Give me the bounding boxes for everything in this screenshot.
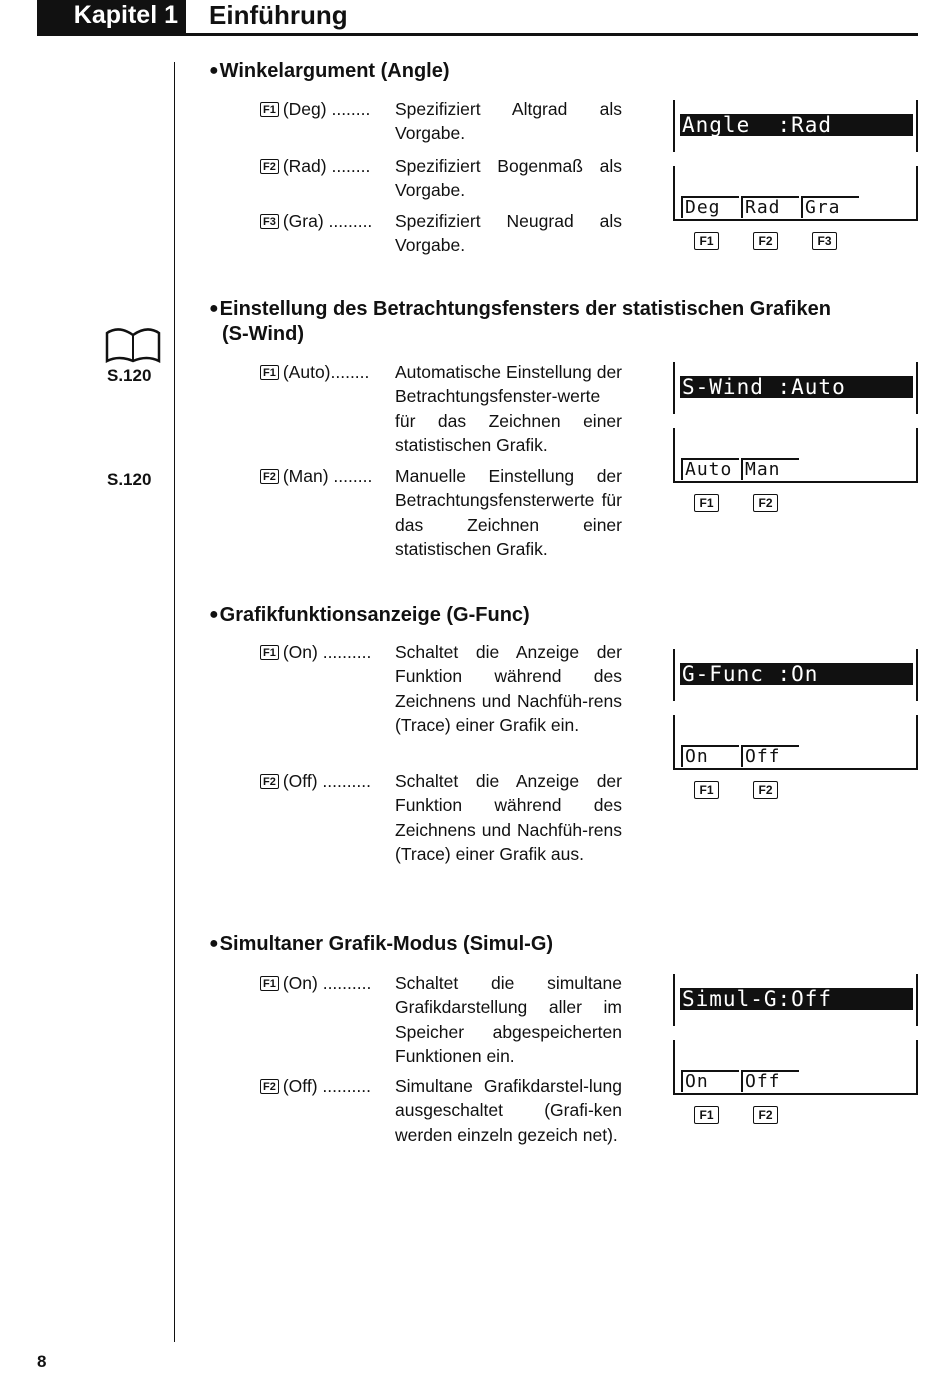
f1-key-icon[interactable]: F1 xyxy=(694,1106,719,1124)
f2-key-icon[interactable]: F2 xyxy=(753,232,778,250)
f2-key-icon: F2 xyxy=(260,1079,279,1094)
option-label: (Gra) ......... xyxy=(282,211,373,231)
section-title: Einstellung des Betrachtungsfensters der statistischen Grafiken xyxy=(219,298,831,320)
option-item xyxy=(260,360,622,458)
f2-key-icon[interactable]: F2 xyxy=(753,1106,778,1124)
f3-key-icon[interactable]: F3 xyxy=(812,232,837,250)
page-title: Einführung xyxy=(209,0,348,30)
option-item xyxy=(260,971,622,1069)
menu-tab-off[interactable]: Off xyxy=(741,745,799,767)
option-item xyxy=(260,1074,622,1147)
option-label: (Off) .......... xyxy=(282,1076,372,1096)
option-label: (Rad) ........ xyxy=(282,156,371,176)
screen-setting-bar: Angle :Rad xyxy=(680,114,913,136)
option-description: Spezifiziert Bogenmaß als Vorgabe. xyxy=(395,156,622,201)
option-description: Spezifiziert Neugrad als Vorgabe. xyxy=(395,211,622,256)
f3-key-icon: F3 xyxy=(260,214,279,229)
option-item xyxy=(260,154,622,203)
f2-key-icon[interactable]: F2 xyxy=(753,781,778,799)
option-description: Automatische Einstellung der Betrachtungsfenster-werte für das Zeichnen einer statistischen Grafik. xyxy=(395,362,622,456)
section-title: Winkelargument (Angle) xyxy=(219,60,450,82)
option-label: (On) .......... xyxy=(282,642,372,662)
screen-setting-bar: Simul-G:Off xyxy=(680,988,913,1010)
f1-key-icon: F1 xyxy=(260,645,279,660)
f2-key-icon: F2 xyxy=(260,469,279,484)
section-heading-s-wind xyxy=(209,296,909,347)
f1-key-icon: F1 xyxy=(260,976,279,991)
option-description: Schaltet die Anzeige der Funktion während des Zeichnens und Nachfüh-rens (Trace) einer Grafik aus. xyxy=(395,771,622,865)
menu-tab-off[interactable]: Off xyxy=(741,1070,799,1092)
bullet: ● xyxy=(209,606,219,623)
page-number: 8 xyxy=(37,1352,47,1371)
option-label: (Deg) ........ xyxy=(282,99,371,119)
margin-ref: S.120 xyxy=(107,470,152,489)
option-label: (Off) .......... xyxy=(282,771,372,791)
section-heading-g-func xyxy=(209,602,909,628)
option-item xyxy=(260,97,622,146)
menu-tab-deg[interactable]: Deg xyxy=(681,196,739,218)
option-description: Manuelle Einstellung der Betrachtungsfensterwerte für das Zeichnen einer statistischen Grafik. xyxy=(395,466,622,560)
section-title: Simultaner Grafik-Modus (Simul-G) xyxy=(219,933,554,955)
f2-key-icon: F2 xyxy=(260,774,279,789)
book-reference-icon xyxy=(105,327,161,363)
menu-tab-on[interactable]: On xyxy=(681,745,739,767)
section-heading-simul-g xyxy=(209,931,909,957)
menu-tab-man[interactable]: Man xyxy=(741,458,799,480)
option-label: (Man) ........ xyxy=(282,466,373,486)
bullet: ● xyxy=(209,300,219,317)
menu-tab-on[interactable]: On xyxy=(681,1070,739,1092)
margin-rule xyxy=(174,62,175,1342)
chapter-label: Kapitel 1 xyxy=(37,0,186,33)
screen-setting-bar: S-Wind :Auto xyxy=(680,376,913,398)
option-label: (Auto)........ xyxy=(282,362,370,382)
bullet: ● xyxy=(209,935,219,952)
margin-ref: S.120 xyxy=(107,366,152,385)
section-title: Grafikfunktionsanzeige (G-Func) xyxy=(219,604,530,626)
f1-key-icon[interactable]: F1 xyxy=(694,494,719,512)
menu-tab-auto[interactable]: Auto xyxy=(681,458,739,480)
f2-key-icon[interactable]: F2 xyxy=(753,494,778,512)
option-label: (On) .......... xyxy=(282,973,372,993)
bullet: ● xyxy=(209,62,219,79)
f1-key-icon: F1 xyxy=(260,102,279,117)
option-item xyxy=(260,464,622,562)
option-description: Schaltet die Anzeige der Funktion während des Zeichnens und Nachfüh-rens (Trace) einer Grafik ein. xyxy=(395,642,622,736)
option-item xyxy=(260,209,622,258)
option-item xyxy=(260,640,622,738)
option-description: Simultane Grafikdarstel-lung ausgeschaltet (Grafi-ken werden einzeln gezeich net). xyxy=(395,1076,622,1145)
f1-key-icon[interactable]: F1 xyxy=(694,781,719,799)
header-rule xyxy=(37,33,918,36)
menu-tab-gra[interactable]: Gra xyxy=(801,196,859,218)
option-description: Spezifiziert Altgrad als Vorgabe. xyxy=(395,99,622,144)
f1-key-icon[interactable]: F1 xyxy=(694,232,719,250)
option-item xyxy=(260,769,622,867)
option-description: Schaltet die simultane Grafikdarstellung aller im Speicher abgespeicherten Funktionen ein. xyxy=(395,973,622,1067)
screen-setting-bar: G-Func :On xyxy=(680,663,913,685)
section-heading-angle xyxy=(209,58,909,84)
f1-key-icon: F1 xyxy=(260,365,279,380)
menu-tab-rad[interactable]: Rad xyxy=(741,196,799,218)
section-title-line2: (S-Wind) xyxy=(222,323,305,345)
f2-key-icon: F2 xyxy=(260,159,279,174)
